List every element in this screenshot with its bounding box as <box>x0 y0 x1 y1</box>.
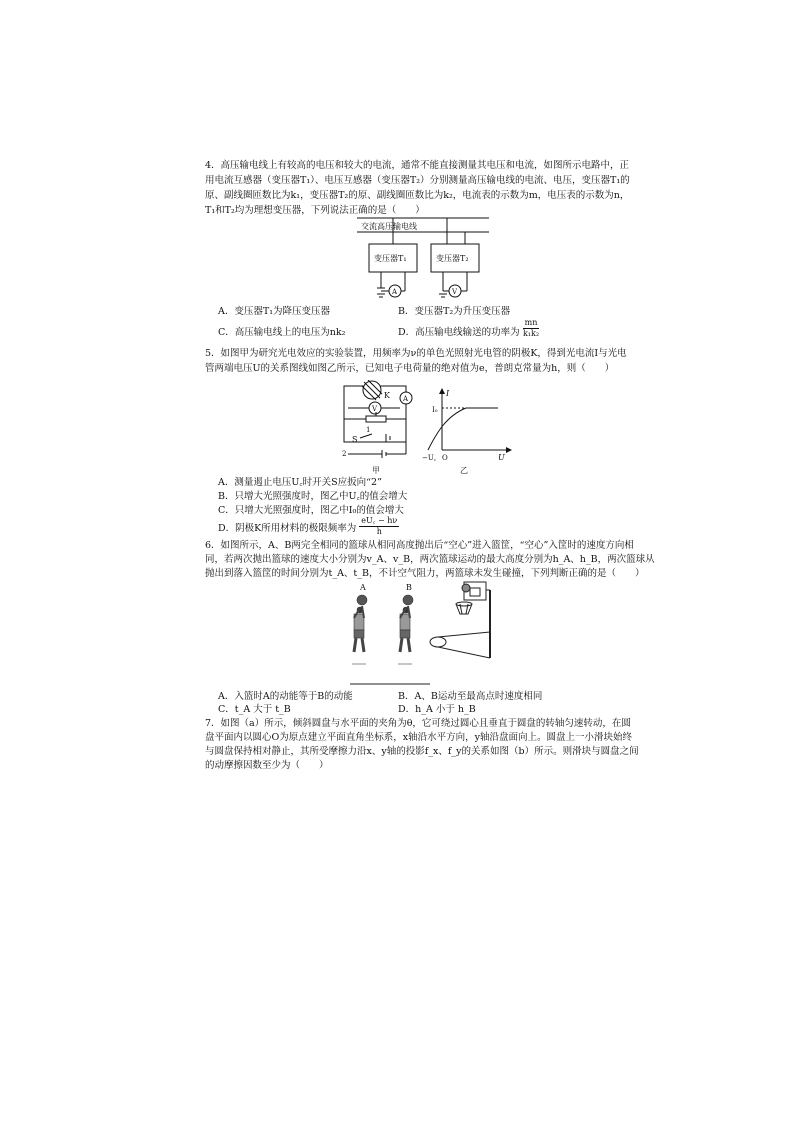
svg-text:A: A <box>392 288 398 296</box>
rheostat-icon <box>366 416 386 422</box>
fraction-denominator: h <box>376 527 382 536</box>
svg-text:V: V <box>372 405 378 413</box>
q5-option-c: C．只增大光照强度时，图乙中I₀的值会增大 <box>218 505 404 516</box>
q4-transformer-diagram <box>357 216 497 306</box>
svg-text:A: A <box>403 395 409 403</box>
q4-option-d <box>398 318 539 339</box>
player-b-label: B <box>406 583 412 592</box>
q7-stem-line-4: 的动摩擦因数至少为（ ） <box>205 760 329 771</box>
q5-photoelectric-circuit <box>338 380 418 462</box>
q4-option-d-prefix: D．高压输电线输送的功率为 <box>398 327 520 338</box>
q5-iu-graph <box>422 386 512 466</box>
q4-option-a: A．变压器T₁为降压变压器 <box>218 306 331 317</box>
q5-option-d-fraction <box>359 516 399 537</box>
q6-stem-line-1: 6．如图所示，A、B两完全相同的篮球从相同高度抛出后“空心”进入篮筐，“空心”入筐时的速度方向相 <box>205 540 634 551</box>
q7-stem-line-3: 与圆盘保持相对静止，其所受摩擦力沿x、y轴的投影f_x、f_y的关系如图（b）所示。则滑块与圆盘之间 <box>205 746 639 757</box>
svg-text:U: U <box>498 453 505 462</box>
q4-stem-line-4: T₁和T₂均为理想变压器，下列说法正确的是（ ） <box>205 205 425 216</box>
basketball-hoop-icon <box>456 582 490 658</box>
q5-option-d <box>218 516 399 537</box>
q5-caption-right: 乙 <box>460 466 468 475</box>
q4-stem-line-1: 4．高压输电线上有较高的电压和较大的电流，通常不能直接测量其电压和电流，如图所示电路中，正 <box>205 160 630 171</box>
q4-option-b: B．变压器T₂为升压变压器 <box>398 306 511 317</box>
q6-option-d: D．h_A 小于 h_B <box>398 704 476 715</box>
svg-text:V: V <box>452 288 458 296</box>
player-a-icon <box>352 595 367 664</box>
svg-text:O: O <box>442 454 448 462</box>
high-voltage-line-label: 交流高压输电线 <box>361 222 417 231</box>
fraction-denominator: k₁k₂ <box>522 329 540 338</box>
q5-option-a: A．测量遏止电压U꜀时开关S应扳向“2” <box>218 477 382 488</box>
fraction-numerator: eU꜀ − hν <box>361 516 398 525</box>
svg-text:I: I <box>446 389 450 398</box>
q6-option-a: A．入篮时A的动能等于B的动能 <box>218 691 353 702</box>
q5-stem-line-2: 管两端电压U的关系图线如图乙所示，已知电子电荷量的绝对值为e，普朗克常量为h，则（ ） <box>205 363 615 374</box>
q6-stem-line-3: 抛出到落入篮筐的时间分别为t_A、t_B，不计空气阻力，两篮球未发生碰撞，下列判断正确的是（ ） <box>205 568 645 579</box>
transformer-t1-label: 变压器T₁ <box>374 254 407 263</box>
fraction-numerator: mn <box>524 318 538 327</box>
q5-option-b: B．只增大光照强度时，图乙中U꜀的值会增大 <box>218 491 408 502</box>
q5-stem-line-1: 5．如图甲为研究光电效应的实验装置，用频率为ν的单色光照射光电管的阴极K，得到光电流I与光电 <box>205 348 627 359</box>
q6-option-c: C．t_A 大于 t_B <box>218 704 291 715</box>
q4-option-d-fraction <box>523 318 540 339</box>
svg-text:S: S <box>352 435 358 444</box>
svg-text:I₀: I₀ <box>432 406 438 414</box>
svg-text:1: 1 <box>366 426 371 434</box>
svg-text:2: 2 <box>342 450 347 458</box>
svg-text:−U꜀: −U꜀ <box>422 454 437 462</box>
transformer-t2-label: 变压器T₂ <box>436 254 469 263</box>
q6-stem-line-2: 同，若两次抛出篮球的速度大小分别为v_A、v_B，两次篮球运动的最大高度分别为h_A、h_B，两次篮球从 <box>205 554 655 565</box>
q7-stem-line-1: 7．如图（a）所示，倾斜圆盘与水平面的夹角为θ，它可绕过圆心且垂直于圆盘的转轴匀速转动，在圆 <box>205 718 631 729</box>
q6-option-b: B．A、B运动至最高点时速度相同 <box>398 691 543 702</box>
player-b-icon <box>398 595 413 664</box>
q5-caption-left: 甲 <box>372 466 380 475</box>
svg-text:K: K <box>384 391 390 400</box>
q4-stem-line-3: 原、副线圈匝数比为k₁，变压器T₂的原、副线圈匝数比为k₂，电流表的示数为m，电压表的示数为n， <box>205 190 630 201</box>
q4-stem-line-2: 用电流互感器（变压器T₁）、电压互感器（变压器T₂）分别测量高压输电线的电流、电压，变压器T₁的 <box>205 175 630 186</box>
q5-option-d-prefix: D．阴极K所用材料的极限频率为 <box>218 523 357 534</box>
q7-stem-line-2: 盘平面内以圆心O为原点建立平面直角坐标系，x轴沿水平方向，y轴沿盘面向上。圆盘上一小滑块始终 <box>205 732 633 743</box>
q4-option-c: C．高压输电线上的电压为nk₂ <box>218 327 346 338</box>
player-a-label: A <box>360 583 366 592</box>
court-floor-marking <box>350 632 490 684</box>
q6-basketball-illustration <box>340 580 500 688</box>
